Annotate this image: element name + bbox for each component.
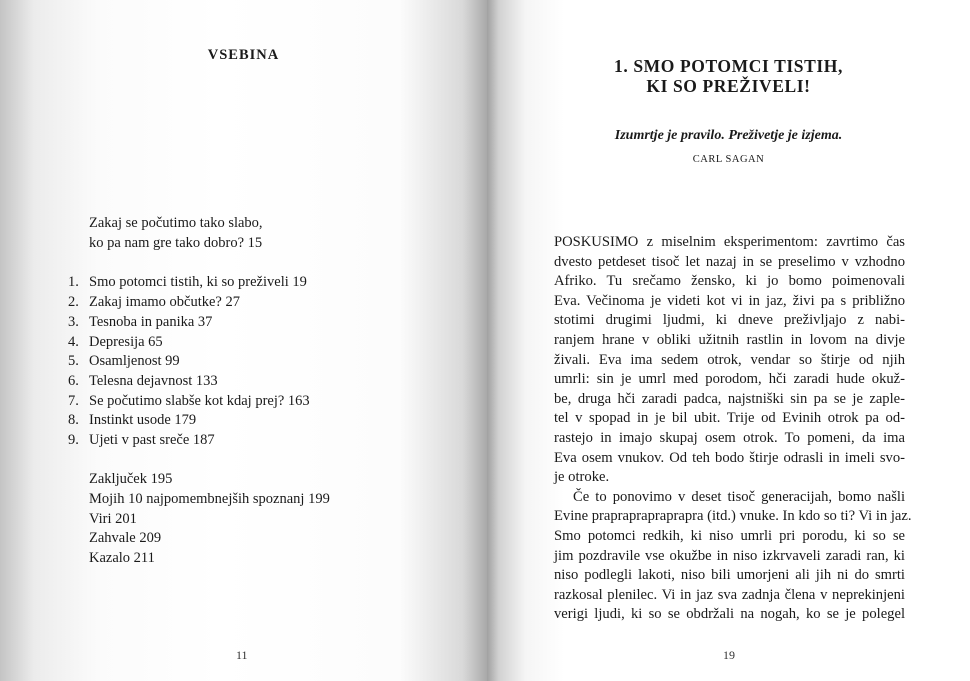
toc-chapter-entry: Zakaj imamo občutke? 27 — [89, 294, 240, 310]
body-text-line: je otroke. — [554, 469, 610, 485]
body-text-line: verigi ljudi, ki so se obdržali na nogah, ko se je polegel — [554, 606, 905, 622]
toc-chapter-entry: Ujeti v past sreče 187 — [89, 432, 215, 448]
toc-chapter-entry: Osamljenost 99 — [89, 353, 180, 369]
body-text-line: dvesto petdeset tisoč let nazaj in se preselimo v vzhodno — [554, 254, 905, 270]
body-text-line: rastejo in imajo skupaj osem otrok. To pomeni, da ima — [554, 430, 905, 446]
toc-chapter-entry: Telesna dejavnost 133 — [89, 373, 218, 389]
toc-chapter-entry: Instinkt usode 179 — [89, 412, 197, 428]
toc-back-matter-entry: Kazalo 211 — [89, 550, 155, 566]
body-text-line: niso podlegli lakoti, niso bili umorjeni ali jih ni do smrti — [554, 567, 905, 583]
chapter-title-line: 1. SMO POTOMCI TISTIH, — [614, 56, 843, 76]
toc-chapter-number: 7. — [68, 393, 79, 409]
toc-chapter-number: 1. — [68, 274, 79, 290]
body-text-line: Evine prapraprapraprapra (itd.) vnuke. In kdo so ti? Vi in jaz. — [554, 508, 912, 524]
epigraph-quote: Izumrtje je pravilo. Preživetje je izjema. — [614, 128, 843, 143]
toc-back-matter-entry: Mojih 10 najpomembnejših spoznanj 199 — [89, 491, 330, 507]
chapter-title — [487, 56, 970, 96]
toc-back-matter-entry: Zaključek 195 — [89, 471, 173, 487]
right-page — [487, 0, 970, 681]
toc-chapter-entry: Depresija 65 — [89, 334, 163, 350]
toc-chapter-entry: Se počutimo slabše kot kdaj prej? 163 — [89, 393, 310, 409]
toc-chapter-number: 9. — [68, 432, 79, 448]
toc-back-matter-entry: Zahvale 209 — [89, 530, 162, 546]
toc-chapter-number: 8. — [68, 412, 79, 428]
toc-heading: VSEBINA — [207, 47, 280, 63]
body-text-line: jim pozdravile vse okužbe in niso izkrvaveli zaradi ran, ki — [554, 548, 905, 564]
body-text-line: Če to ponovimo v deset tisoč generacijah, bomo našli — [573, 489, 905, 505]
toc-back-matter-entry: Viri 201 — [89, 511, 137, 527]
body-text-line: Smo potomci redkih, ki niso umrli pri porodu, ki so se — [554, 528, 905, 544]
toc-intro-line: Zakaj se počutimo tako slabo, — [89, 215, 263, 231]
toc-chapter-number: 6. — [68, 373, 79, 389]
body-text-line: POSKUSIMO z miselnim eksperimentom: zavrtimo čas — [554, 234, 905, 250]
body-text-line: be, druga hči zaradi padca, najstniški sin pa se je zaple- — [554, 391, 905, 407]
body-text-line: Afriko. Tu srečamo žensko, ki jo bomo poimenovali — [554, 273, 905, 289]
toc-chapter-entry: Tesnoba in panika 37 — [89, 314, 213, 330]
toc-chapter-number: 5. — [68, 353, 79, 369]
toc-chapter-number: 4. — [68, 334, 79, 350]
body-text-line: Eva. Večinoma je videti kot vi in jaz, živi pa s približno — [554, 293, 905, 309]
toc-chapter-number: 2. — [68, 294, 79, 310]
body-text-line: stotimi drugimi ljudmi, ki dneve preživljajo z nabi- — [554, 312, 905, 328]
page-number: 11 — [236, 648, 248, 662]
body-text-line: tel v spopad in je bil ubit. Trije od Evinih otrok pa od- — [554, 410, 905, 426]
body-text-line: razkosal plenilec. Vi in jaz sva zadnja člena v neprekinjeni — [554, 587, 905, 603]
body-text-line: umrli: sin je umrl med porodom, hči zaradi hude okuž- — [554, 371, 905, 387]
epigraph-author: CARL SAGAN — [692, 154, 765, 165]
chapter-title-line: KI SO PREŽIVELI! — [646, 76, 811, 96]
body-text-line: živali. Eva ima sedem otrok, vendar so štirje od njih — [554, 352, 905, 368]
body-text-line: Eva osem vnukov. Od teh bodo štirje odrasli in imeli svo- — [554, 450, 905, 466]
toc-chapter-entry: Smo potomci tistih, ki so preživeli 19 — [89, 274, 307, 290]
body-text-line: ranjem hrane v obliki užitnih rastlin in lovom na divje — [554, 332, 905, 348]
toc-intro-line: ko pa nam gre tako dobro? 15 — [89, 235, 263, 251]
page-number: 19 — [723, 648, 735, 662]
toc-chapter-number: 3. — [68, 314, 79, 330]
